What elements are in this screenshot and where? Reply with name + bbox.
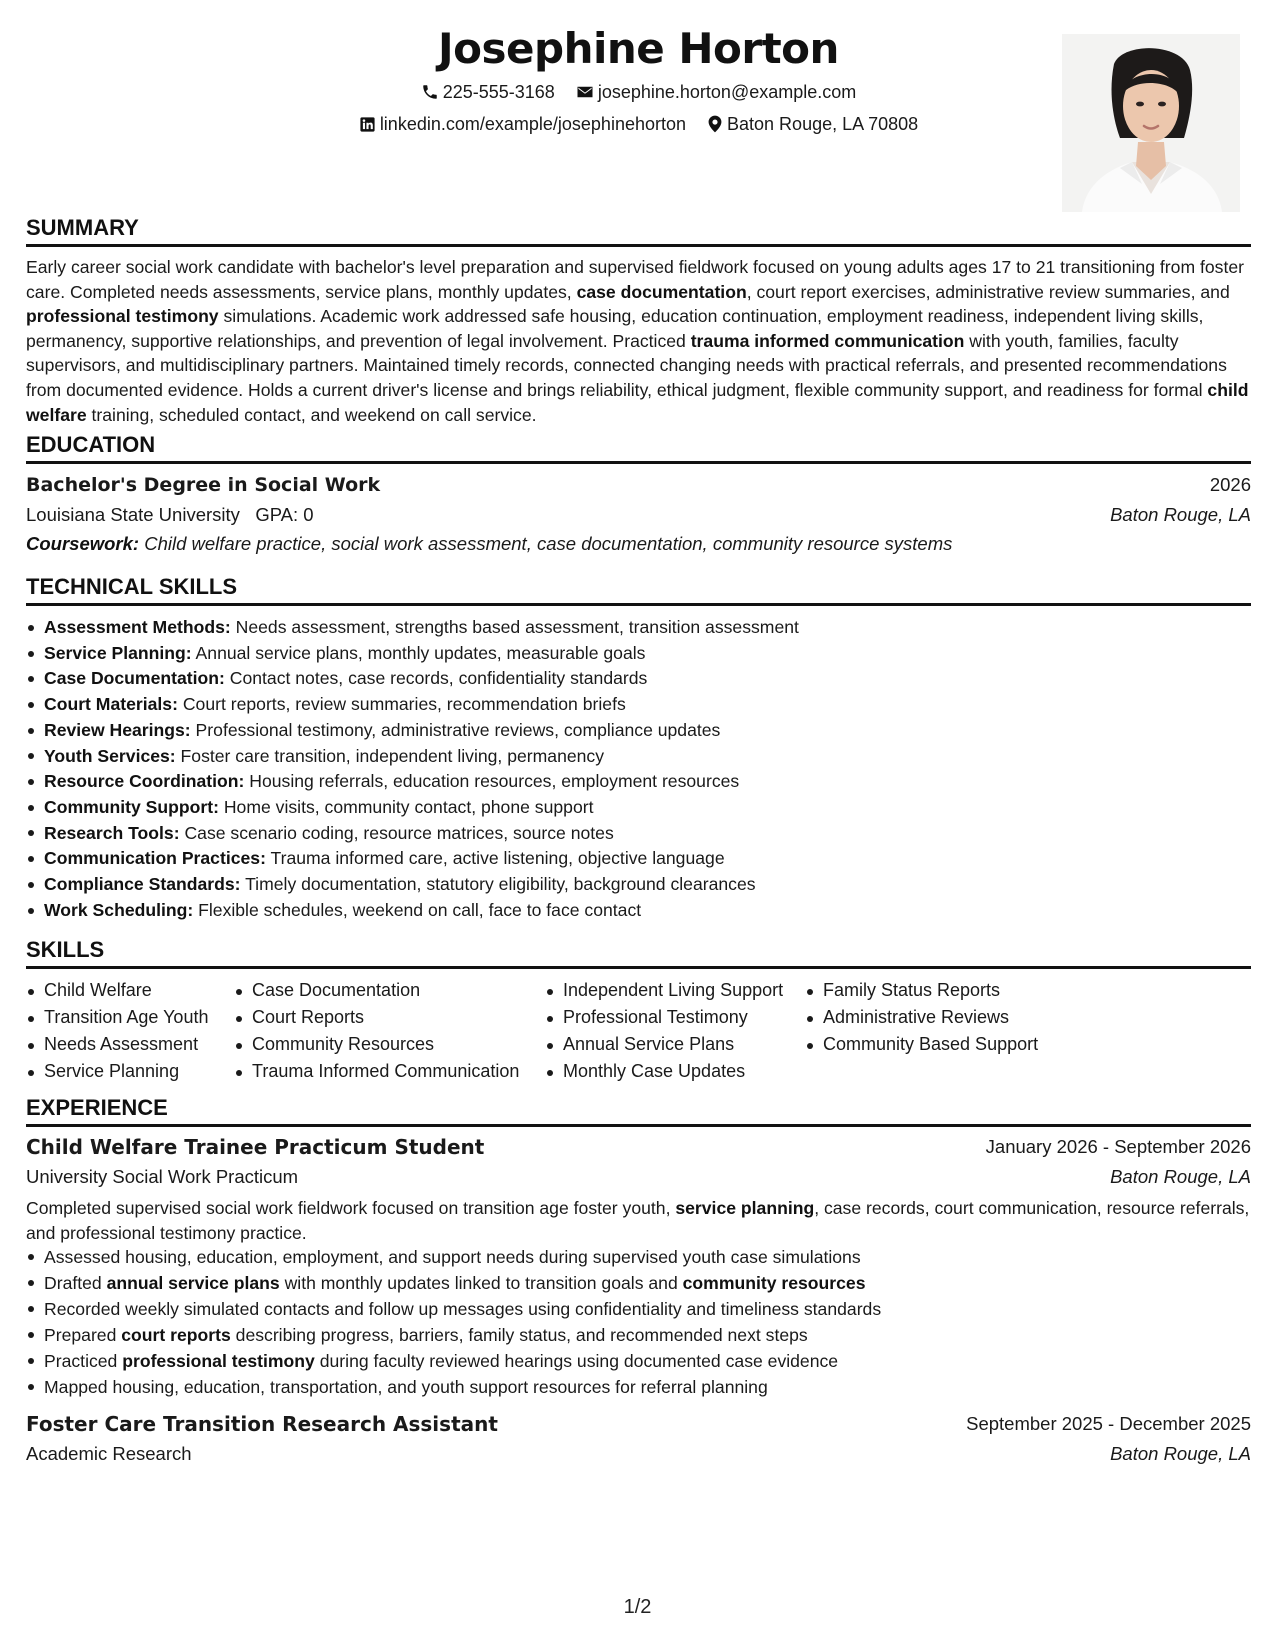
technical-skill-text: Case scenario coding, resource matrices, source notes xyxy=(179,822,614,843)
job-bullet-emphasis: community resources xyxy=(682,1273,866,1293)
technical-skill-text: Foster care transition, independent living, permanency xyxy=(175,745,605,766)
technical-skill-item xyxy=(26,821,1251,847)
technical-skill-text: Home visits, community contact, phone support xyxy=(218,796,594,817)
summary-text-text: with youth, families, faculty supervisors, and multidisciplinary partners. Maintained timely records, connected changing needs with practical referrals, and presented recommendations from documented evidence. Holds a current driver's license and brings reliability, ethical judgment, flexible community support, and readiness for formal xyxy=(26,330,1227,400)
technical-skill-item xyxy=(26,641,1251,667)
job-1-title: Child Welfare Trainee Practicum Student xyxy=(26,1135,485,1159)
job-bullet xyxy=(26,1296,1251,1322)
technical-skill-text: Court reports, review summaries, recommendation briefs xyxy=(177,694,626,715)
job-bullet-text: Drafted xyxy=(44,1273,107,1293)
linkedin-text: linkedin.com/example/josephinehorton xyxy=(379,114,686,134)
skill-item: Transition Age Youth xyxy=(26,1004,208,1031)
coursework-line xyxy=(26,531,952,557)
job-bullet xyxy=(26,1374,1251,1400)
job-bullet-text: describing progress, barriers, family status, and recommended next steps xyxy=(230,1325,808,1345)
skill-item: Community Resources xyxy=(234,1031,519,1058)
contact-linkedin[interactable] xyxy=(359,112,686,136)
skill-item: Family Status Reports xyxy=(805,977,1038,1004)
job-bullet-emphasis: annual service plans xyxy=(106,1273,280,1293)
section-title-experience: EXPERIENCE xyxy=(26,1094,1251,1127)
job-bullet-text: during faculty reviewed hearings using documented case evidence xyxy=(314,1351,839,1371)
summary-text-text: simulations. Academic work addressed safe housing, education continuation, employment readiness, independent living skills, permanency, supportive relationships, and prevention of legal involvement. Practiced xyxy=(26,306,1204,351)
technical-skill-label: Service Planning: xyxy=(44,642,192,663)
skill-item: Service Planning xyxy=(26,1058,208,1085)
technical-skill-text: Professional testimony, administrative reviews, compliance updates xyxy=(190,719,721,740)
job-1-intro xyxy=(26,1196,1251,1245)
school-line xyxy=(26,502,314,528)
skill-item: Administrative Reviews xyxy=(805,1004,1038,1031)
technical-skill-item xyxy=(26,769,1251,795)
technical-skill-item xyxy=(26,615,1251,641)
coursework-text: Child welfare practice, social work assessment, case documentation, community resource systems xyxy=(144,533,953,554)
job-1-dates: January 2026 - September 2026 xyxy=(985,1136,1251,1157)
job-1-org: University Social Work Practicum xyxy=(26,1166,299,1187)
technical-skill-item xyxy=(26,666,1251,692)
skill-item: Child Welfare xyxy=(26,977,208,1004)
technical-skill-label: Assessment Methods: xyxy=(44,617,231,637)
technical-skill-text: Contact notes, case records, confidentiality standards xyxy=(224,668,648,689)
summary-text-emphasis: trauma informed communication xyxy=(690,330,965,351)
phone-icon xyxy=(421,83,439,101)
technical-skill-label: Compliance Standards: xyxy=(44,874,241,895)
job-bullet-text: with monthly updates linked to transition goals and xyxy=(279,1273,683,1293)
candidate-name: Josephine Horton xyxy=(438,24,839,73)
job-2-title: Foster Care Transition Research Assistant xyxy=(26,1412,498,1436)
job-2-location: Baton Rouge, LA xyxy=(1110,1443,1251,1464)
envelope-icon xyxy=(576,83,594,101)
contact-email[interactable] xyxy=(576,80,856,104)
summary-text-emphasis: professional testimony xyxy=(26,306,219,327)
degree-name: Bachelor's Degree in Social Work xyxy=(26,474,381,496)
skill-item: Trauma Informed Communication xyxy=(234,1058,519,1085)
skills-column-4 xyxy=(805,977,1038,1058)
technical-skill-text: Trauma informed care, active listening, objective language xyxy=(265,848,725,869)
school-location: Baton Rouge, LA xyxy=(1110,504,1251,525)
skill-item: Court Reports xyxy=(234,1004,519,1031)
job-bullet-emphasis: court reports xyxy=(121,1325,231,1345)
job-bullet-text: Prepared xyxy=(44,1325,122,1345)
school-name: Louisiana State University xyxy=(26,504,240,525)
technical-skill-label: Case Documentation: xyxy=(44,668,225,689)
gpa: GPA: 0 xyxy=(255,504,314,525)
technical-skill-text: Annual service plans, monthly updates, measurable goals xyxy=(191,642,646,663)
job-bullet xyxy=(26,1322,1251,1348)
technical-skill-text: Timely documentation, statutory eligibility, background clearances xyxy=(240,874,756,895)
job-2-org: Academic Research xyxy=(26,1443,192,1464)
page-number: 1/2 xyxy=(623,1596,652,1618)
technical-skill-item xyxy=(26,898,1251,924)
job-bullet xyxy=(26,1348,1251,1374)
skill-item: Independent Living Support xyxy=(545,977,783,1004)
job-bullet-text: Assessed housing, education, employment, and support needs during supervised youth case simulations xyxy=(44,1247,861,1267)
summary-text-text: , court report exercises, administrative review summaries, and xyxy=(746,281,1230,302)
resume-page xyxy=(26,0,1251,1650)
skills-column-3 xyxy=(545,977,783,1085)
technical-skill-label: Review Hearings: xyxy=(44,719,191,740)
summary-text-emphasis: case documentation xyxy=(576,281,747,302)
section-title-education: EDUCATION xyxy=(26,431,1251,464)
job-1-bullets xyxy=(26,1244,1251,1400)
technical-skill-label: Research Tools: xyxy=(44,822,180,843)
technical-skill-item xyxy=(26,872,1251,898)
section-title-skills: SKILLS xyxy=(26,936,1251,969)
technical-skill-label: Court Materials: xyxy=(44,694,178,715)
technical-skill-item xyxy=(26,718,1251,744)
phone-text: 225-555-3168 xyxy=(442,82,555,102)
technical-skill-item xyxy=(26,692,1251,718)
skill-item: Annual Service Plans xyxy=(545,1031,783,1058)
technical-skill-text: Needs assessment, strengths based assessment, transition assessment xyxy=(230,617,799,637)
summary-text-text: training, scheduled contact, and weekend on call service. xyxy=(86,404,537,425)
skills-grid xyxy=(26,977,1251,1089)
technical-skill-item xyxy=(26,846,1251,872)
skill-item: Case Documentation xyxy=(234,977,519,1004)
job-1-location: Baton Rouge, LA xyxy=(1110,1166,1251,1187)
degree-year: 2026 xyxy=(1209,474,1251,495)
skills-column-1 xyxy=(26,977,208,1085)
technical-skill-item xyxy=(26,744,1251,770)
summary-text-text: Early career social work candidate with bachelor's level preparation and supervised fieldwork focused on young adults ages 17 to 21 transitioning from foster care. Completed needs assessments, service plans, monthly updates, xyxy=(26,257,1244,302)
section-title-summary: SUMMARY xyxy=(26,214,1251,247)
job-bullet-emphasis: professional testimony xyxy=(122,1351,315,1371)
contact-phone[interactable] xyxy=(421,80,555,104)
job-bullet-text: Recorded weekly simulated contacts and follow up messages using confidentiality and timeliness standards xyxy=(44,1299,882,1319)
linkedin-icon xyxy=(359,116,376,133)
map-pin-icon xyxy=(707,115,723,133)
technical-skill-label: Work Scheduling: xyxy=(44,899,194,920)
job-2-dates: September 2025 - December 2025 xyxy=(966,1413,1251,1434)
job-1-intro-text: , case records, court communication, resource referrals, and professional testimony practice. xyxy=(26,1198,1250,1243)
job-bullet-text: Practiced xyxy=(44,1351,123,1371)
technical-skill-label: Resource Coordination: xyxy=(44,771,245,792)
technical-skill-text: Flexible schedules, weekend on call, face to face contact xyxy=(193,899,642,920)
contact-location xyxy=(707,112,918,136)
technical-skill-label: Community Support: xyxy=(44,796,219,817)
skill-item: Community Based Support xyxy=(805,1031,1038,1058)
technical-skills-list xyxy=(26,615,1251,923)
summary-text xyxy=(26,255,1251,427)
summary-text-emphasis: child welfare xyxy=(26,379,1249,425)
technical-skill-text: Housing referrals, education resources, employment resources xyxy=(244,771,740,792)
section-title-technical-skills: TECHNICAL SKILLS xyxy=(26,573,1251,606)
job-bullet xyxy=(26,1270,1251,1296)
job-1-intro-text: Completed supervised social work fieldwork focused on transition age foster youth, xyxy=(26,1198,676,1218)
skill-item: Professional Testimony xyxy=(545,1004,783,1031)
portrait-illustration xyxy=(1062,34,1240,212)
skill-item: Needs Assessment xyxy=(26,1031,208,1058)
coursework-label: Coursework: xyxy=(26,533,140,554)
technical-skill-label: Youth Services: xyxy=(44,745,176,766)
skills-column-2 xyxy=(234,977,519,1085)
location-text: Baton Rouge, LA 70808 xyxy=(727,114,919,134)
technical-skill-label: Communication Practices: xyxy=(44,848,266,869)
profile-photo xyxy=(1062,34,1240,212)
job-bullet xyxy=(26,1244,1251,1270)
technical-skill-item xyxy=(26,795,1251,821)
job-bullet-text: Mapped housing, education, transportation, and youth support resources for referral planning xyxy=(44,1377,768,1397)
email-text: josephine.horton@example.com xyxy=(597,82,857,102)
skill-item: Monthly Case Updates xyxy=(545,1058,783,1085)
job-1-intro-emphasis: service planning xyxy=(675,1198,815,1218)
